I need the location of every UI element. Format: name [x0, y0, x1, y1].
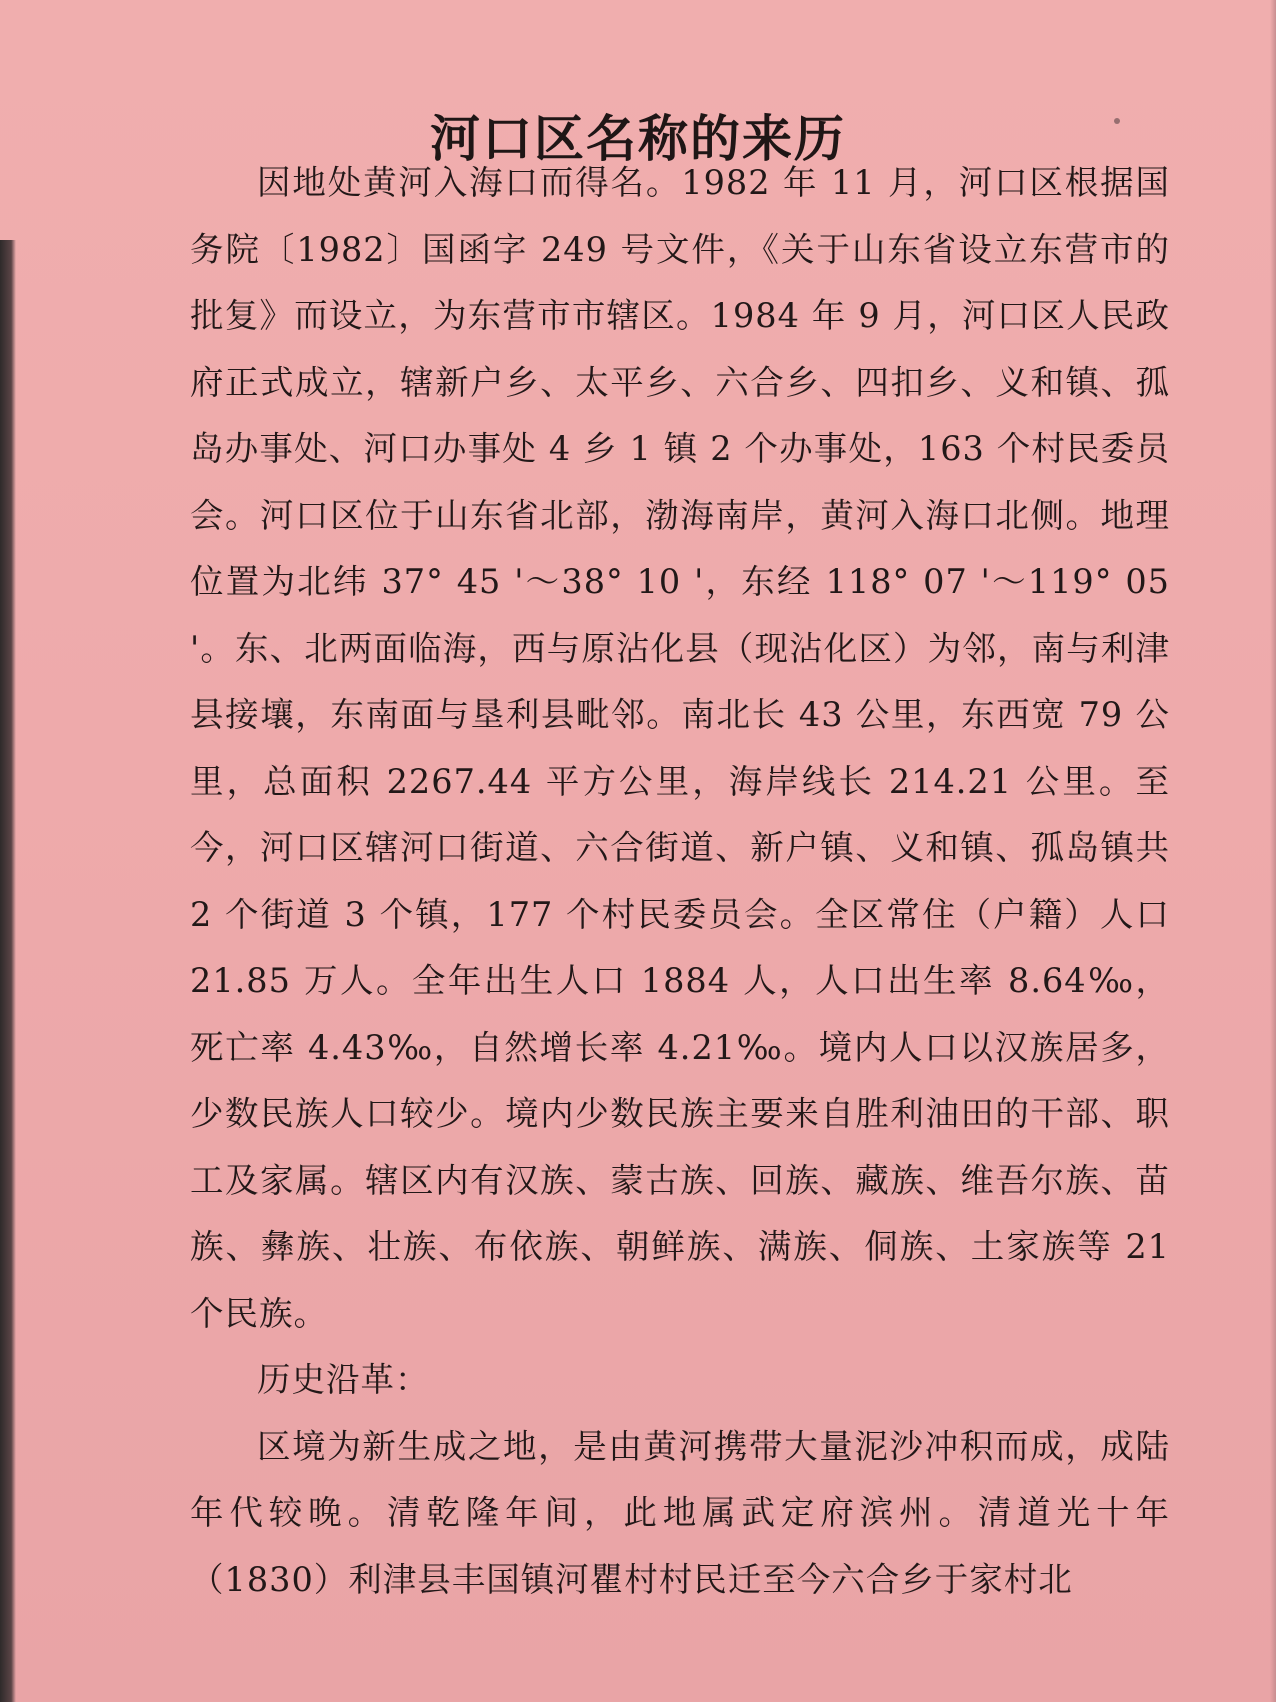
- paper-edge-shadow: [1270, 0, 1276, 1702]
- history-paragraph: 区境为新生成之地，是由黄河携带大量泥沙冲积而成，成陆年代较晚。清乾隆年间，此地属武定府滨州。清道光十年（1830）利津县丰国镇河瞿村村民迁至今六合乡于家村北: [190, 1426, 1170, 1599]
- document-title: 河口区名称的来历: [430, 109, 846, 168]
- section-heading-history: 历史沿革：: [257, 1360, 430, 1399]
- intro-paragraph: 因地处黄河入海口而得名。1982 年 11 月，河口区根据国务院〔1982〕国函字 249 号文件，《关于山东省设立东营市的批复》而设立，为东营市市辖区。1984 年 9 月，河口区人民政府正式成立，辖新户乡、太平乡、六合乡、四扣乡、义和镇、孤岛办事处、河口办事处 4 乡 1 镇 2 个办事处，163 个村民委员会。河口区位于山东省北部，渤海南岸，黄河入海口北侧。地理位置为北纬 37° 45 '～38° 10 '，东经 118° 07 '～119° 05 '。东、北两面临海，西与原沾化县（现沾化区）为邻，南与利津县接壤，东南面与垦利县毗邻。南北长 43 公里，东西宽 79 公里，总面积 2267.44 平方公里，海岸线长 214.21 公里。至今，河口区辖河口街道、六合街道、新户镇、义和镇、孤岛镇共 2 个街道 3 个镇，177 个村民委员会。全区常住（户籍）人口 21.85 万人。全年出生人口 1884 人，人口出生率 8.64‰，死亡率 4.43‰，自然增长率 4.21‰。境内人口以汉族居多，少数民族人口较少。境内少数民族主要来自胜利油田的干部、职工及家属。辖区内有汉族、蒙古族、回族、藏族、维吾尔族、苗族、彝族、壮族、布依族、朝鲜族、满族、侗族、土家族等 21 个民族。: [190, 163, 1170, 1333]
- desk-edge: [0, 240, 16, 1702]
- document-body: [190, 150, 1170, 1613]
